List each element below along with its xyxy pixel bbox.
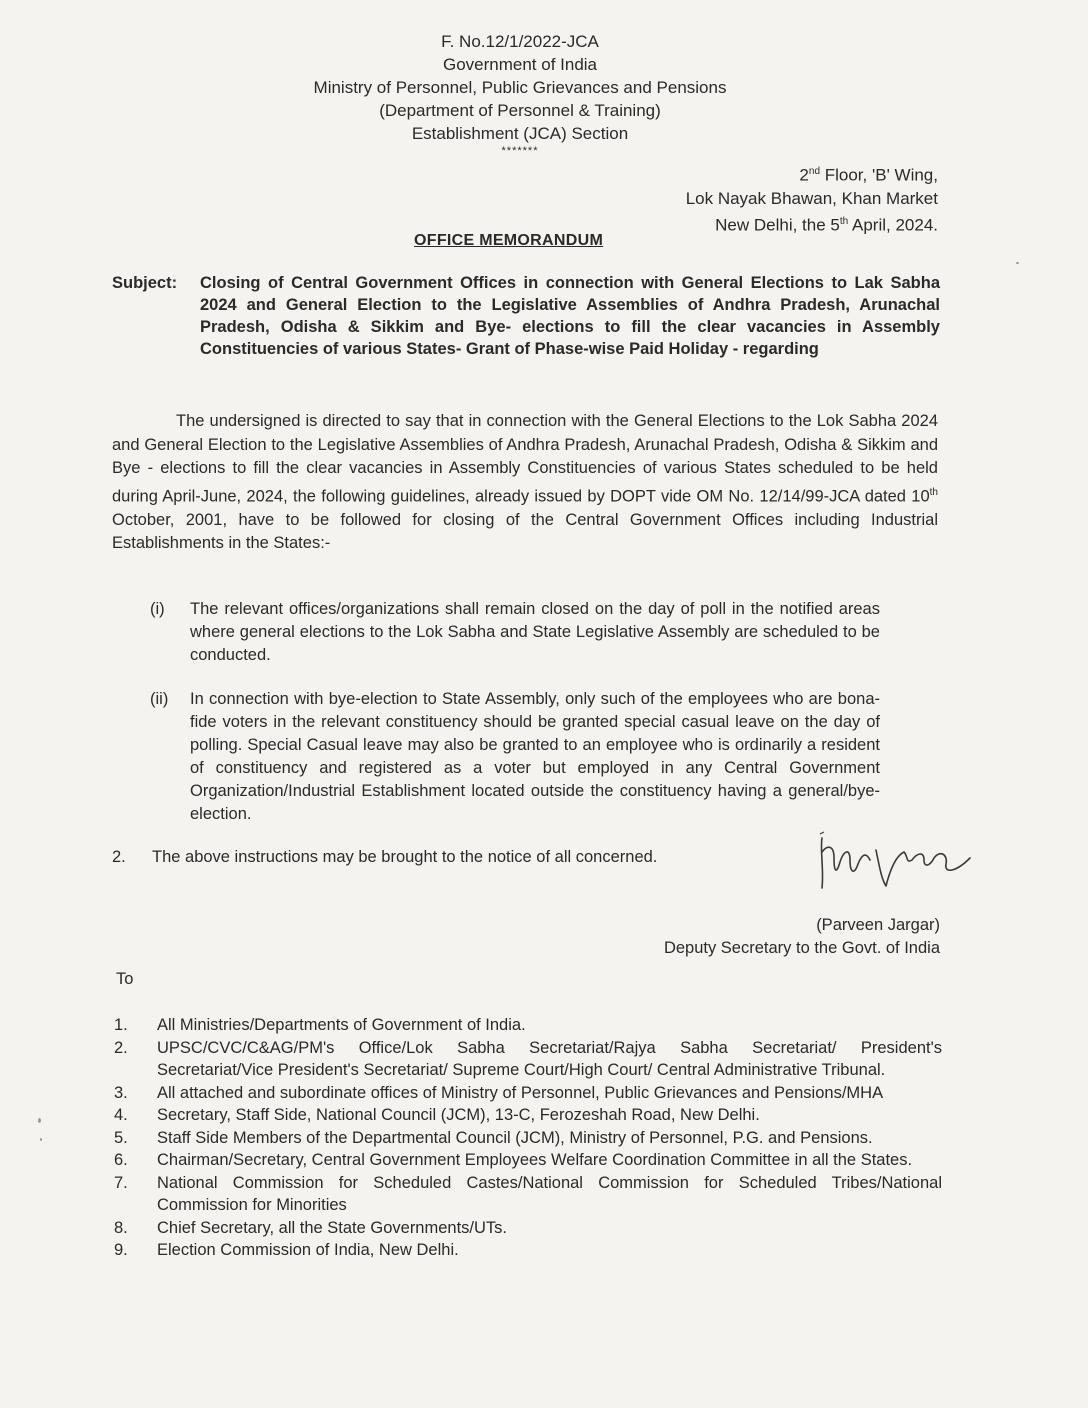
to-label: To [116, 970, 134, 988]
scan-speck [40, 1138, 42, 1141]
scan-speck [38, 1118, 41, 1123]
separator-stars: ******* [501, 145, 539, 157]
ministry-line: Ministry of Personnel, Public Grievances and Pensions [313, 78, 727, 97]
scan-speck [1016, 262, 1019, 264]
address-floor: 2nd Floor, 'B' Wing, [799, 165, 938, 185]
clause-ii [150, 688, 880, 826]
subject-block [112, 272, 940, 360]
department-line: (Department of Personnel & Training) [379, 101, 661, 120]
clause-text: In connection with bye-election to State Assembly, only such of the employees who are bona-fide voters in the relevant constituency should be granted special casual leave on the day of polling. Special Casual leave may also be granted to an employee who is ordinarily a resident of constituency and registered as a voter but employed in any Central Government Organization/Industrial Establishment located outside the constituency having a general/bye-election. [190, 690, 880, 823]
list-item: 5. Staff Side Members of the Departmental Council (JCM), Ministry of Personnel, P.G. and Pensions. [114, 1128, 873, 1147]
list-item: 2. UPSC/CVC/C&AG/PM's Office/Lok Sabha Secretariat/Rajya Sabha Secretariat/ President's Secretariat/Vice President's Secretariat/ Supreme Court/High Court/ Central Administrative Tribunal. [114, 1038, 942, 1079]
list-item: 1. All Ministries/Departments of Government of India. [114, 1016, 526, 1034]
section-line: Establishment (JCA) Section [411, 124, 629, 143]
office-address [686, 160, 938, 236]
signatory-name: (Parveen Jargar) [816, 916, 940, 934]
paragraph-text: The above instructions may be brought to the notice of all concerned. [152, 848, 658, 866]
clause-number: (ii) [150, 690, 169, 708]
address-building: Lok Nayak Bhawan, Khan Market [685, 188, 938, 208]
signatory [664, 914, 940, 960]
list-item: 6. Chairman/Secretary, Central Government Employees Welfare Coordination Committee in all the States. [114, 1151, 913, 1169]
clause-i [150, 598, 880, 667]
file-number: F. No.12/1/2022-JCA [441, 32, 599, 51]
distribution-list [112, 1014, 942, 1262]
signature-mark [800, 830, 980, 902]
clause-number: (i) [150, 600, 165, 618]
list-item: 8. Chief Secretary, all the State Governments/UTs. [114, 1218, 508, 1237]
list-item: 3. All attached and subordinate offices of Ministry of Personnel, Public Grievances and Pensions/MHA [114, 1083, 884, 1102]
subject-label: Subject: [112, 274, 178, 292]
list-item: 7. National Commission for Scheduled Castes/National Commission for Scheduled Tribes/National Commission for Minorities [114, 1173, 942, 1214]
subject-text: Closing of Central Government Offices in connection with General Elections to Lak Sabha 2024 and General Election to the Legislative Assemblies of Andhra Pradesh, Arunachal Pradesh, Odisha & Sikkim and Bye- elections to fill the clear vacancies in Assembly Constituencies of various States- Grant of Phase-wise Paid Holiday - regarding [200, 274, 940, 358]
document-title: OFFICE MEMORANDUM [414, 232, 604, 249]
list-item: 4. Secretary, Staff Side, National Council (JCM), 13-C, Ferozeshah Road, New Delhi. [114, 1106, 760, 1124]
paragraph-number: 2. [112, 848, 126, 866]
clause-text: The relevant offices/organizations shall remain closed on the day of poll in the notified areas where general elections to the Lok Sabha and State Legislative Assembly are scheduled to be conducted. [190, 600, 880, 664]
body-paragraph-1: The undersigned is directed to say that in connection with the General Elections to the Lok Sabha 2024 and General Election to the Legislative Assemblies of Andhra Pradesh, Arunachal Pradesh, Odisha & Sikkim and Bye - elections to fill the clear vacancies in Assembly Constituencies of various States scheduled to be held during April-June, 2024, the following guidelines, already issued by DOPT vide OM No. 12/14/99-JCA dated 10th October, 2001, have to be followed for closing of the Central Government Offices including Industrial Establishments in the States:- [112, 412, 938, 552]
body-paragraph-2 [112, 848, 657, 867]
letterhead [0, 30, 1040, 157]
signatory-designation: Deputy Secretary to the Govt. of India [663, 939, 940, 957]
list-item: 9. Election Commission of India, New Delhi. [114, 1241, 459, 1259]
document-date: New Delhi, the 5th April, 2024. [715, 215, 938, 235]
government-line: Government of India [442, 55, 598, 74]
